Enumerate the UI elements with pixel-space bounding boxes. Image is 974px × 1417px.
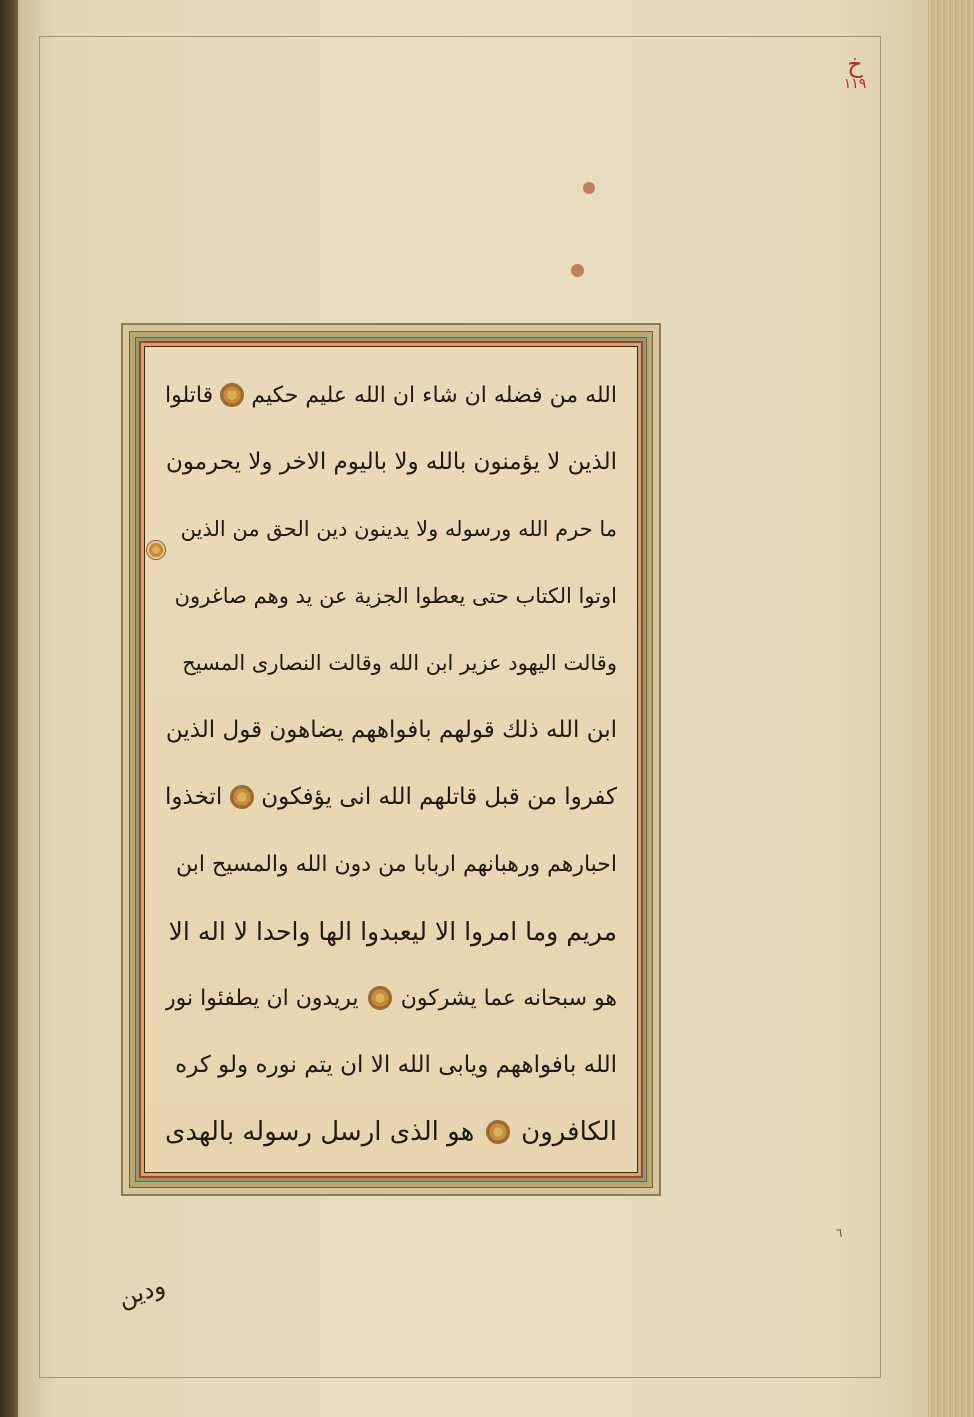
ink-stain — [583, 182, 595, 194]
text-segment: هو الذى ارسل رسوله بالهدى — [165, 1117, 475, 1147]
text-line — [165, 1106, 617, 1158]
text-segment: مريم وما امروا الا ليعبدوا الها واحدا لا اله الا — [168, 916, 617, 946]
panel-red-rule — [139, 341, 643, 1178]
panel-green-border — [135, 337, 647, 1182]
text-segment: قاتلوا — [165, 382, 214, 408]
text-line — [165, 972, 617, 1024]
text-line — [165, 637, 617, 689]
ink-stain — [571, 264, 584, 277]
text-segment: ابن الله ذلك قولهم بافواههم يضاهون قول الذين — [165, 717, 617, 743]
marginal-mark: ٦ — [836, 1226, 843, 1240]
text-segment: يريدون ان يطفئوا نور — [165, 985, 359, 1011]
folio-letter: خ — [847, 50, 863, 78]
folio-digits: ١١٩ — [843, 76, 867, 92]
verse-rosette-icon — [230, 785, 254, 809]
text-segment: هو سبحانه عما يشركون — [400, 985, 617, 1011]
margin-verse-marker — [146, 540, 166, 560]
folio-number — [838, 52, 872, 92]
page-edges — [928, 0, 974, 1417]
panel-gold-border — [129, 331, 653, 1188]
text-line — [165, 369, 617, 421]
text-segment: ما حرم الله ورسوله ولا يدينون دين الحق من الذين — [180, 517, 617, 541]
text-segment: وقالت اليهود عزير ابن الله وقالت النصارى المسيح — [182, 651, 617, 675]
text-segment: اوتوا الكتاب حتى يعطوا الجزية عن يد وهم صاغرون — [174, 584, 617, 608]
text-line — [165, 503, 617, 555]
text-line — [165, 1039, 617, 1091]
text-line — [165, 838, 617, 890]
text-line — [165, 771, 617, 823]
verse-rosette-icon — [368, 986, 392, 1010]
text-line — [165, 704, 617, 756]
text-segment: الذين لا يؤمنون بالله ولا باليوم الاخر ولا يحرمون — [165, 449, 617, 475]
illuminated-text-panel — [121, 323, 661, 1196]
text-line — [165, 905, 617, 957]
text-segment: اتخذوا — [165, 784, 223, 810]
text-segment: الله من فضله ان شاء ان الله عليم حكيم — [251, 382, 617, 408]
text-segment: الكافرون — [521, 1117, 617, 1147]
text-segment: احبارهم ورهبانهم اربابا من دون الله والمسيح ابن — [176, 851, 617, 877]
verse-rosette-icon — [220, 383, 244, 407]
text-field — [144, 346, 638, 1173]
verse-rosette-icon — [486, 1120, 510, 1144]
text-segment: الله بافواههم ويابى الله الا ان يتم نوره ولو كره — [175, 1052, 617, 1078]
catchword: ودين — [114, 1271, 169, 1313]
text-segment: كفروا من قبل قاتلهم الله انى يؤفكون — [261, 784, 617, 810]
text-line — [165, 436, 617, 488]
text-line — [165, 570, 617, 622]
